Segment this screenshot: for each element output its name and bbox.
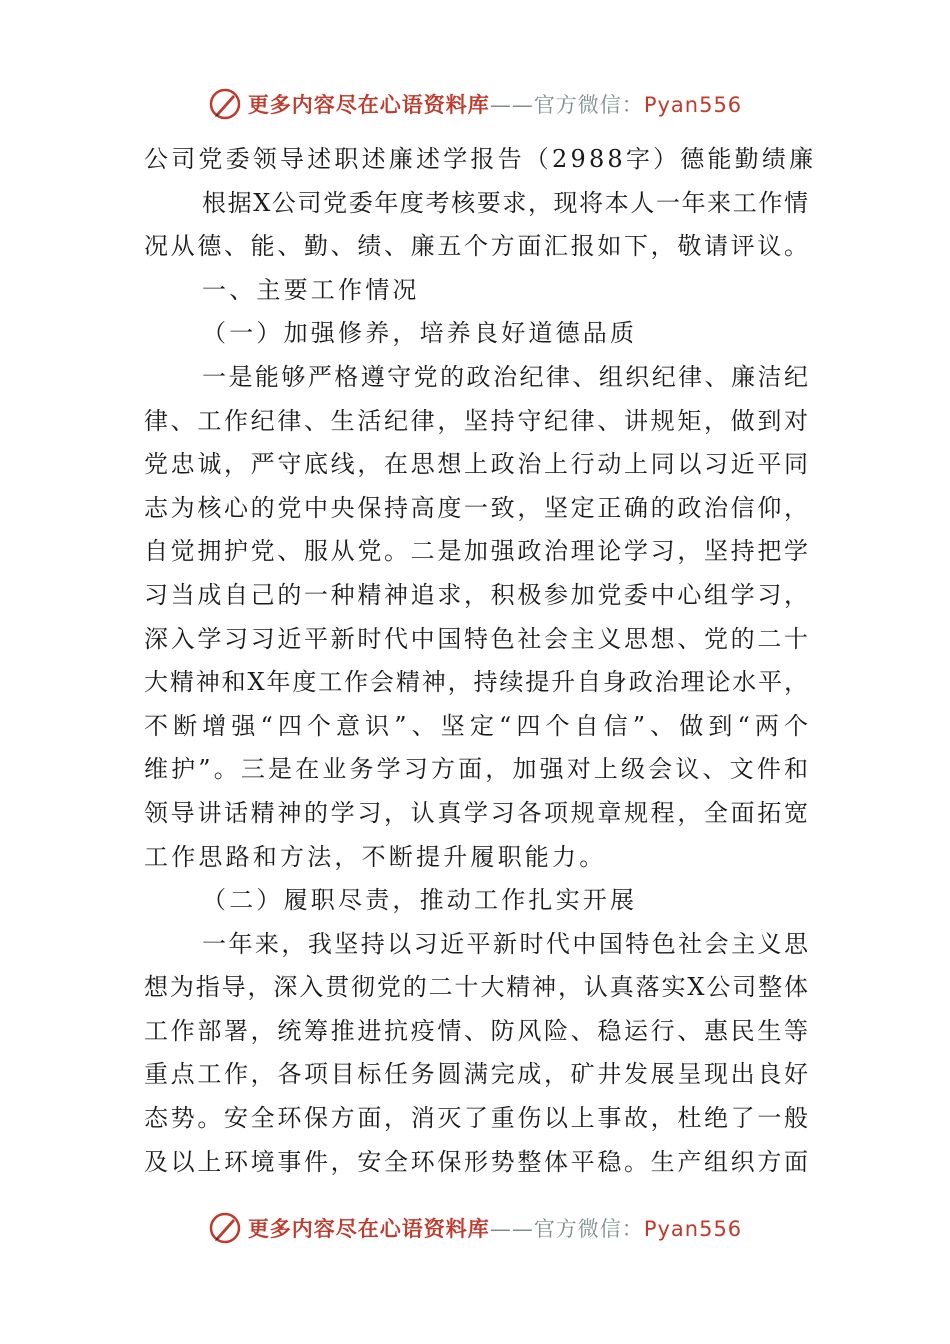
paragraph-line: 重点工作，各项目标任务圆满完成，矿井发展呈现出良好 [144,1060,808,1089]
paragraph-line: 工作思路和方法，不断提升履职能力。 [144,842,607,871]
watermark-dash: —— [489,93,534,117]
subsection-heading: （二）履职尽责，推动工作扎实开展 [202,886,638,915]
paragraph-line: 态势。安全环保方面，消灭了重伤以上事故，杜绝了一般 [144,1104,808,1133]
paragraph-line: 一年来，我坚持以习近平新时代中国特色社会主义思 [202,929,808,958]
watermark-main-text: 更多内容尽在心语资料库 [247,93,490,117]
header-watermark [0,84,950,124]
paragraph-line: 自觉拥护党、服从党。二是加强政治理论学习，坚持把学 [144,537,808,566]
watermark-main-text: 更多内容尽在心语资料库 [247,1217,490,1241]
document-title: 公司党委领导述职述廉述学报告（2988字）德能勤绩廉 [144,145,817,173]
paragraph-line: 工作部署，统筹推进抗疫情、防风险、稳运行、惠民生等 [144,1016,808,1045]
pen-logo-icon [208,1211,242,1245]
paragraph-line: 党忠诚，严守底线，在思想上政治上行动上同以习近平同 [144,450,808,479]
footer-watermark [0,1208,950,1248]
paragraph-line: 及以上环境事件，安全环保形势整体平稳。生产组织方面 [144,1147,808,1176]
paragraph-line: 维护”。三是在业务学习方面，加强对上级会议、文件和 [144,755,808,784]
watermark-label: 官方微信： [533,93,644,117]
paragraph-line: 律、工作纪律、生活纪律，坚持守纪律、讲规矩，做到对 [144,406,808,435]
paragraph-line: 深入学习习近平新时代中国特色社会主义思想、党的二十 [144,624,808,653]
section-heading: 一、主要工作情况 [202,275,420,304]
paragraph-line: 想为指导，深入贯彻党的二十大精神，认真落实X公司整体 [144,973,808,1002]
document-body [144,138,817,1184]
paragraph-line: 领导讲话精神的学习，认真学习各项规章规程，全面拓宽 [144,798,808,827]
subsection-heading: （一）加强修养，培养良好道德品质 [202,319,638,348]
paragraph-line: 根据X公司党委年度考核要求，现将本人一年来工作情 [202,188,808,217]
paragraph-line: 志为核心的党中央保持高度一致，坚定正确的政治信仰， [144,493,808,522]
pen-logo-icon [208,87,242,121]
paragraph-line: 况从德、能、勤、绩、廉五个方面汇报如下，敬请评议。 [144,232,808,261]
paragraph-line: 习当成自己的一种精神追求，积极参加党委中心组学习， [144,580,808,609]
watermark-wechat-id: Pyan556 [643,93,743,117]
watermark-label: 官方微信： [533,1217,644,1241]
paragraph-line: 大精神和X年度工作会精神，持续提升自身政治理论水平， [144,668,808,697]
watermark-dash: —— [489,1217,534,1241]
paragraph-line: 一是能够严格遵守党的政治纪律、组织纪律、廉洁纪 [202,362,808,391]
watermark-wechat-id: Pyan556 [643,1217,743,1241]
paragraph-line: 不断增强“四个意识”、坚定“四个自信”、做到“两个 [144,711,808,740]
